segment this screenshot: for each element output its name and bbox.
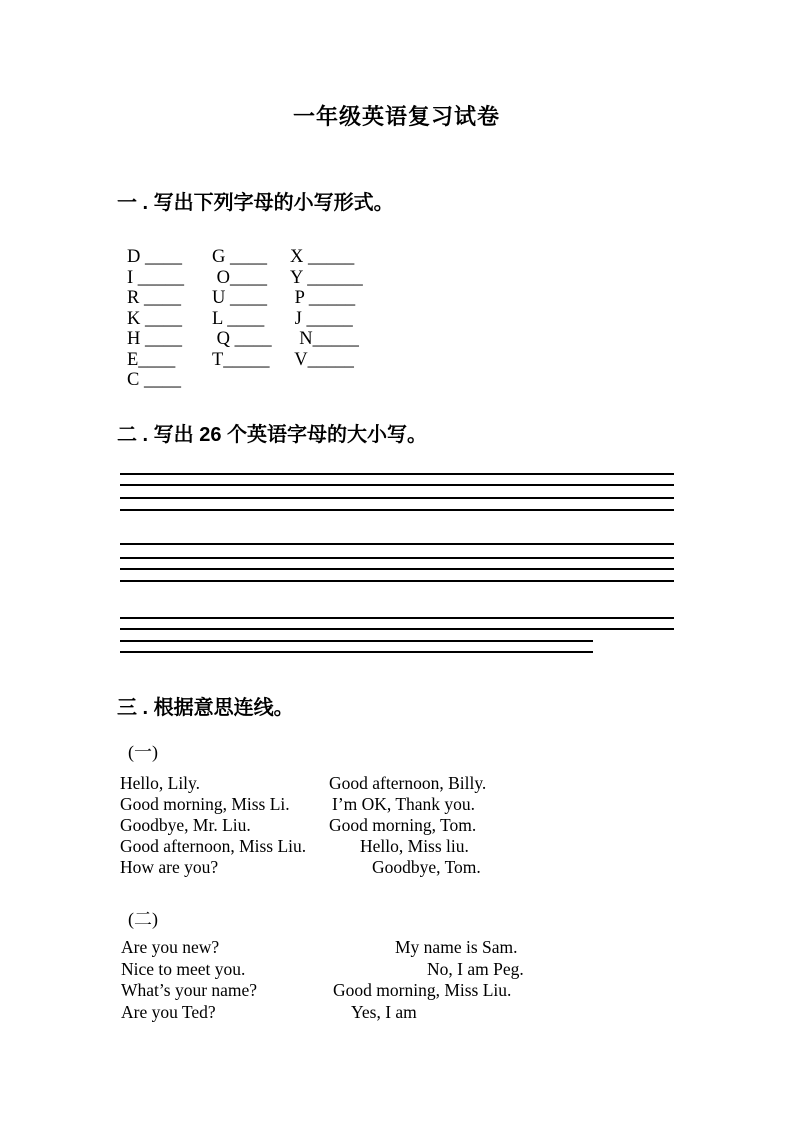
letter-blank-cell <box>290 370 410 391</box>
match-right-item: My name is Sam. <box>395 937 518 957</box>
matching-part2 <box>121 937 524 1023</box>
letter-blank-cell: P _____ <box>290 288 356 308</box>
letter-blank-cell: U ____ <box>212 288 267 308</box>
match-row <box>120 773 486 794</box>
letter-grid-row <box>127 268 410 289</box>
match-row <box>120 815 486 836</box>
writing-line <box>120 640 593 642</box>
match-right-item: Good morning, Tom. <box>329 815 477 835</box>
match-row <box>121 1002 524 1024</box>
match-left-item: Nice to meet you. <box>121 958 246 979</box>
match-row <box>121 980 524 1002</box>
writing-line <box>120 651 593 653</box>
writing-line <box>120 580 674 582</box>
match-row <box>121 959 524 981</box>
letter-blank-cell: H ____ <box>127 329 182 349</box>
letter-blank-cell <box>212 370 290 391</box>
letter-blank-cell: R ____ <box>127 288 181 308</box>
writing-line <box>120 628 674 630</box>
writing-line <box>120 509 674 511</box>
writing-line <box>120 568 674 570</box>
letter-grid-row <box>127 329 410 350</box>
writing-line <box>120 484 674 486</box>
match-left-item: Are you new? <box>121 937 220 957</box>
letter-blank-cell: Q ____ <box>212 329 272 349</box>
part2-label: (二) <box>128 909 158 929</box>
letter-blank-cell: E____ <box>127 349 176 370</box>
writing-line <box>120 473 674 475</box>
letter-blank-cell: V_____ <box>290 349 354 370</box>
match-right-item: Good afternoon, Billy. <box>329 773 487 793</box>
match-left-item: What’s your name? <box>121 980 258 1000</box>
match-left-item: Hello, Lily. <box>120 773 201 793</box>
letter-blank-cell: J _____ <box>290 308 353 329</box>
match-right-item: No, I am Peg. <box>427 958 524 979</box>
letter-blank-cell: N_____ <box>290 329 359 349</box>
letter-grid-row <box>127 309 410 330</box>
writing-line <box>120 557 674 559</box>
letter-blank-cell: D ____ <box>127 247 182 267</box>
match-right-item: Goodbye, Tom. <box>372 857 481 877</box>
letter-blank-cell: K ____ <box>127 308 182 329</box>
letter-blank-cell: C ____ <box>127 370 181 390</box>
part1-label: (一) <box>128 742 158 762</box>
page-title: 一年级英语复习试卷 <box>292 104 500 129</box>
match-left-item: Good afternoon, Miss Liu. <box>120 836 307 856</box>
letter-blank-cell: Y ______ <box>290 267 363 288</box>
writing-line <box>120 543 674 545</box>
match-row <box>121 937 524 959</box>
letter-blank-cell: T_____ <box>212 349 270 370</box>
match-left-item: How are you? <box>120 857 219 877</box>
match-left-item: Goodbye, Mr. Liu. <box>120 815 251 835</box>
section2-heading: 二 . 写出 26 个英语字母的大小写。 <box>117 424 428 446</box>
letter-blank-cell: X _____ <box>290 247 355 267</box>
letter-blank-cell: O____ <box>212 267 267 288</box>
match-right-item: Good morning, Miss Liu. <box>333 980 512 1000</box>
section1-heading: 一 . 写出下列字母的小写形式。 <box>117 192 394 214</box>
matching-part1 <box>120 773 486 878</box>
match-left-item: Good morning, Miss Li. <box>120 794 290 814</box>
letter-blank-cell: G ____ <box>212 247 267 267</box>
writing-line <box>120 497 674 499</box>
letter-grid-row <box>127 370 410 391</box>
match-right-item: I’m OK, Thank you. <box>332 794 476 814</box>
match-row <box>120 857 486 878</box>
letter-blank-cell: I _____ <box>127 267 185 288</box>
letter-grid <box>127 247 410 391</box>
match-right-item: Yes, I am <box>351 1001 417 1022</box>
section3-heading: 三 . 根据意思连线。 <box>117 697 294 719</box>
writing-line <box>120 617 674 619</box>
match-right-item: Hello, Miss liu. <box>360 836 469 856</box>
letter-grid-row <box>127 247 410 268</box>
letter-blank-cell: L ____ <box>212 308 265 329</box>
match-left-item: Are you Ted? <box>121 1001 216 1022</box>
match-row <box>120 836 486 857</box>
match-row <box>120 794 486 815</box>
letter-grid-row <box>127 288 410 309</box>
letter-grid-row <box>127 350 410 371</box>
